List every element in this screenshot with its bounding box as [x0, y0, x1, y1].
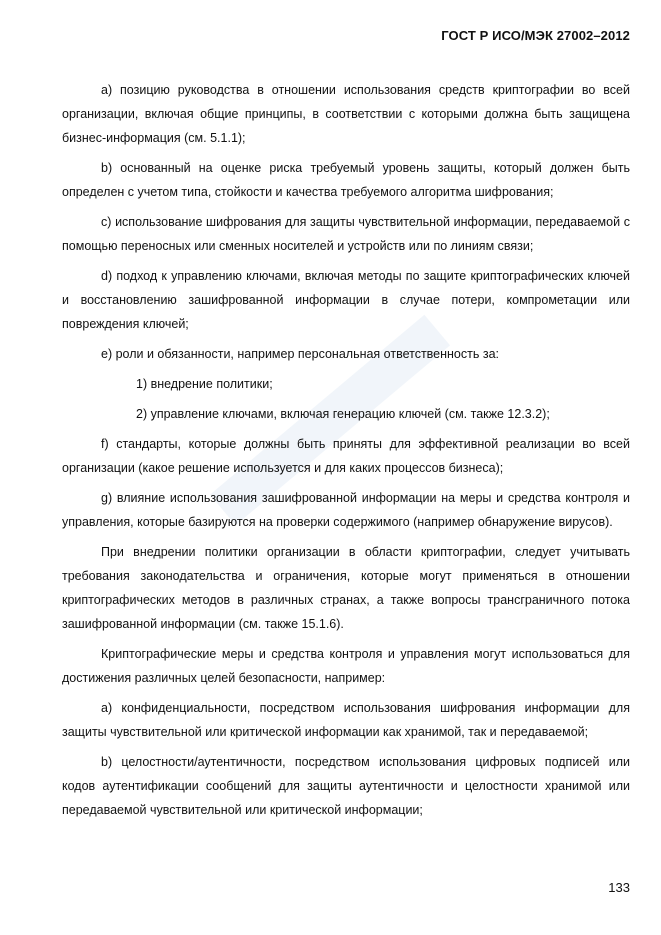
subitem-1: 1) внедрение политики;	[136, 377, 273, 391]
item-d-key-management: d) подход к управлению ключами, включая методы по защите криптографических ключей и восстановлению зашифрованной информации в случае потери, компрометации или повреждения ключей;	[62, 269, 630, 331]
item-a-policy: a) позицию руководства в отношении использования средств криптографии во всей организации, включая общие принципы, в соответствии с которыми должна быть защищена бизнес-информация (см. 5.1.1);	[62, 83, 630, 145]
item-c-encryption: c) использование шифрования для защиты чувствительной информации, передаваемой с помощью переносных или сменных носителей и устройств или по линиям связи;	[62, 215, 630, 253]
document-body	[62, 78, 630, 822]
item-f-standards: f) стандарты, которые должны быть приняты для эффективной реализации во всей организации (какое решение используется и для каких процессов бизнеса);	[62, 437, 630, 475]
item-g-influence: g) влияние использования зашифрованной информации на меры и средства контроля и управления, которые базируются на проверки содержимого (например обнаружение вирусов).	[62, 491, 630, 529]
paragraph-implementation: При внедрении политики организации в области криптографии, следует учитывать требования законодательства и ограничения, которые могут применяться в отношении криптографических методов в различных странах, а также вопросы трансграничного потока зашифрованной информации (см. также 15.1.6).	[62, 545, 630, 631]
item-b-protection-level: b) основанный на оценке риска требуемый уровень защиты, который должен быть определен с учетом типа, стойкости и качества требуемого алгоритма шифрования;	[62, 161, 630, 199]
paragraph-crypto-measures: Криптографические меры и средства контроля и управления могут использоваться для достижения различных целей безопасности, например:	[62, 647, 630, 685]
subitem-2: 2) управление ключами, включая генерацию ключей (см. также 12.3.2);	[136, 407, 550, 421]
item-b-integrity: b) целостности/аутентичности, посредством использования цифровых подписей или кодов аутентификации сообщений для защиты аутентичности и целостности хранимой или передаваемой чувствительной или критической информации;	[62, 755, 630, 817]
item-a-confidentiality: a) конфиденциальности, посредством использования шифрования информации для защиты чувствительной или критической информации как хранимой, так и передаваемой;	[62, 701, 630, 739]
page-number: 133	[608, 880, 630, 895]
document-header: ГОСТ Р ИСО/МЭК 27002–2012	[441, 28, 630, 43]
item-e-roles: e) роли и обязанности, например персональная ответственность за:	[101, 347, 499, 361]
